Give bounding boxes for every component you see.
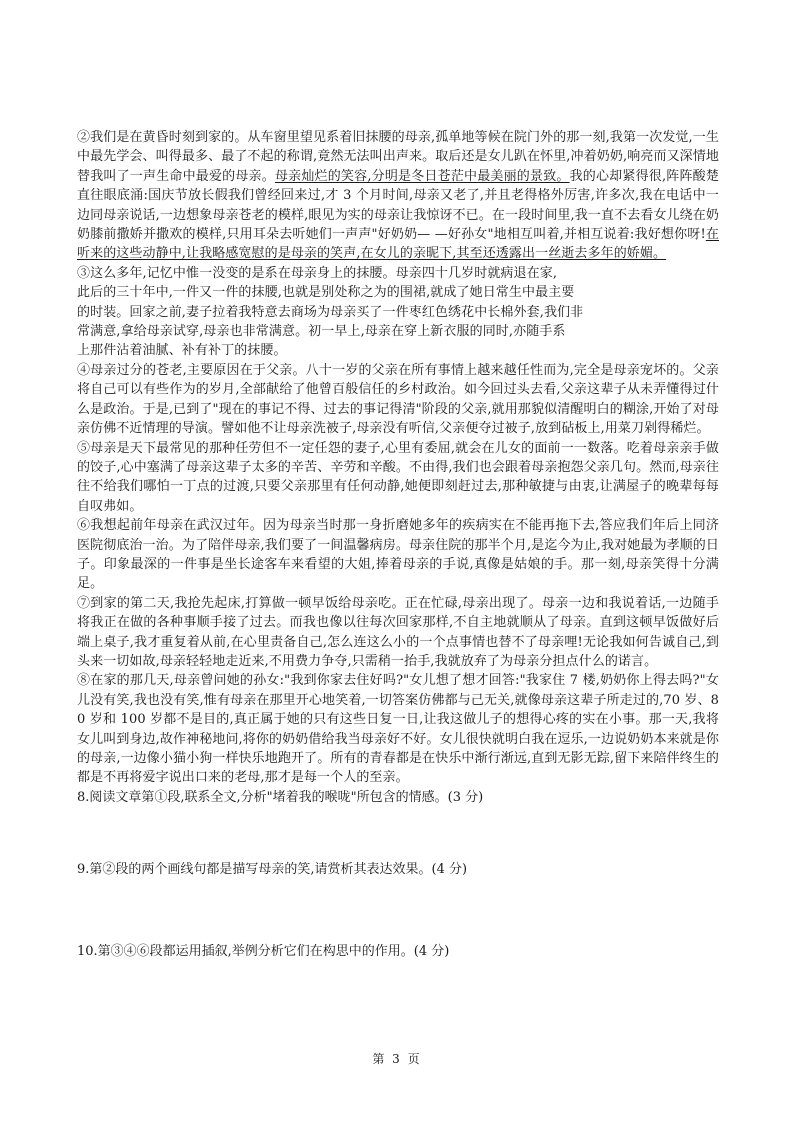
underlined-sentence-2: 在听来的这些动静中,让我略感宽慰的是母亲的笑声,在女儿的亲昵下,其至还透露出一丝逝去多年的娇媚。: [77, 227, 719, 262]
document-page: [77, 128, 719, 962]
question-9: 9.第②段的两个画线句都是描写母亲的笑,请赏析其表达效果。(4 分): [77, 861, 468, 877]
paragraph-3-line: 常满意,拿给母亲试穿,母亲也非常满意。初一早上,母亲在穿上新衣服的同时,亦随手系: [77, 324, 566, 340]
paragraph-3-line: 的时装。回家之前,妻子拉着我特意去商场为母亲买了一件枣红色绣花中长棉外套,我们非: [77, 304, 584, 320]
paragraph-2-text-a: ②我们是在黄昏时刻到家的。从车窗里望见系着旧抹腰的母亲,孤单地等候在院门外的那一刻,我第一次发觉,一生中最先学会、叫得最多、最了不起的称谓,竟然无法叫出声来。取后还是女儿趴在怀里,冲着奶奶,响亮而又深情地替我叫了一声生命中最爱的母亲。: [77, 130, 719, 184]
paragraph-6: ⑥我想起前年母亲在武汉过年。因为母亲当时那一身折磨她多年的疾病实在不能再拖下去,答应我们年后上同济医院彻底治一治。为了陪伴母亲,我们要了一间温馨病房。母亲住院的那半个月,是迄今为止,我对她最为孝顺的日子。印象最深的一件事是坐长途客车来看望的大姐,捧着母亲的手说,真像是姑娘的手。那一刻,母亲笑得十分满足。: [77, 518, 719, 592]
question-10: 10.第③④⑥段都运用插叙,举例分析它们在构思中的作用。(4 分): [77, 943, 450, 959]
paragraph-3: [77, 264, 719, 361]
paragraph-3-line: 此后的三十年中,一件又一件的抹腰,也就是别处称之为的围裙,就成了她日常生中最主要: [77, 285, 575, 301]
paragraph-3-line: ③这么多年,记忆中惟一没变的是系在母亲身上的抹腰。母亲四十几岁时就病退在家,: [77, 265, 558, 281]
answer-space-8: [77, 808, 719, 860]
paragraph-2-text-b: 我的心却紧得很,阵阵酸楚直往眼底涌:国庆节放长假我们曾经回来过,才 3 个月时间,母亲又老了,并且老得格外厉害,许多次,我在电话中一边同母亲说话,一边想象母亲苍老的模样,眼见为实的母亲让我惊讶不已。在一段时间里,我一直不去看女儿绕在奶奶膝前撒娇并撒欢的模样,只用耳朵去听她们一声声"好奶奶— —好孙女"地相互叫着,并相互说着:我好想你呀!: [77, 168, 719, 243]
paragraph-8: ⑧在家的那几天,母亲曾问她的孙女:"我到你家去住好吗?"女儿想了想才回答:"我家住 7 楼,奶奶你上得去吗?"女儿没有笑,我也没有笑,惟有母亲在那里开心地笑着,一切答案仿佛都与己无关,就像母亲这辈子所走过的,70 岁、80 岁和 100 岁都不是目的,真正属于她的只有这些日复一日,让我这做儿子的想得心疼的实在小事。那一天,我将女儿叫到身边,故作神秘地问,将你的奶奶借给我当母亲好不好。女儿很快就明白我在逗乐,一边说奶奶本来就是你的母亲,一边像小猫小狗一样快乐地跑开了。所有的青春都是在快乐中渐行渐远,直到无影无踪,留下来陪伴终生的都是不再将爱字说出口来的老母,那才是每一个人的至亲。: [77, 673, 719, 786]
page-number: 第 3 页: [372, 1052, 422, 1066]
paragraph-3-line: 上那件沾着油腻、补有补丁的抹腰。: [77, 343, 287, 359]
paragraph-2: [77, 128, 719, 264]
paragraph-7: ⑦到家的第二天,我抢先起床,打算做一顿早饭给母亲吃。正在忙碌,母亲出现了。母亲一边和我说着话,一边随手将我正在做的各种事顺手接了过去。而我也像以往每次回家那样,不自主地就顺从了母亲。直到这顿早饭做好后端上桌子,我才重复着从前,在心里责备自己,怎么连这么小的一个点事情也替不了母亲哩!无论我如何告诚自己,到头来一切如故,母亲轻轻地走近来,不用费力争夺,只需稍一抬手,我就放弃了为母亲分担点什么的诺言。: [77, 595, 719, 669]
paragraph-4: ④母亲过分的苍老,主要原因在于父亲。八十一岁的父亲在所有事情上越来越任性而为,完全是母亲宠坏的。父亲将自己可以有些作为的岁月,全部献给了他曾百般信任的乡村政治。如今回过头去看,父亲这辈子从未弄懂得过什么是政治。于是,已到了"现在的事记不得、过去的事记得清"阶段的父亲,就用那貌似清醒明白的糊涂,开始了对母亲仿佛不近情理的导演。譬如他不让母亲洗被子,母亲没有听信,父亲便夺过被子,放到砧板上,用菜刀剁得稀烂。: [77, 362, 719, 437]
paragraph-5: ⑤母亲是天下最常见的那种任劳但不一定任怨的妻子,心里有委屈,就会在儿女的面前一一数落。吃着母亲亲手做的饺子,心中塞满了母亲这辈子太多的辛苦、辛劳和辛酸。不由得,我们也会跟着母亲抱怨父亲几句。然而,母亲往往不给我们哪怕一丁点的过渡,只要父亲那里有任何动静,她便即刻赶过去,那种敏捷与由衷,让满屋子的晚辈每每自叹弗如。: [77, 440, 719, 514]
answer-space-9: [77, 880, 719, 942]
underlined-sentence-1: 母亲灿烂的笑容,分明是冬日苍茫中最美丽的景致。: [274, 168, 570, 184]
question-8: 8.阅读文章第①段,联系全文,分析"堵着我的喉咙"所包含的情感。(3 分): [77, 789, 484, 805]
